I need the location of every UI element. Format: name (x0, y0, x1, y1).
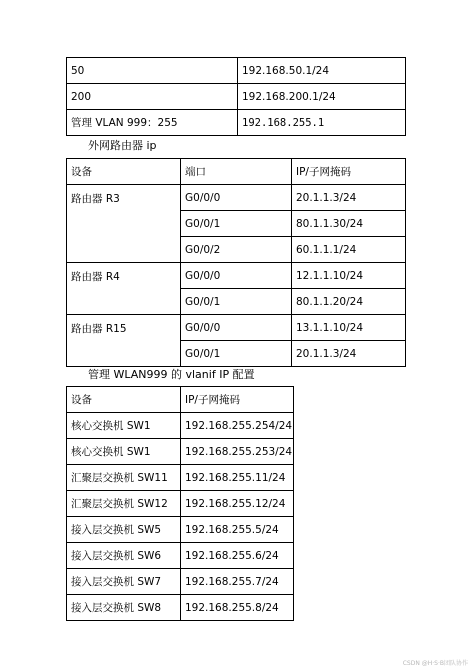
ip-cell: 192.168.255.5/24 (181, 517, 294, 543)
header-port: 端口 (181, 159, 292, 185)
ip-cell: 192.168.255.253/24 (181, 439, 294, 465)
ip-cell: 20.1.1.3/24 (292, 341, 406, 367)
port-cell: G0/0/0 (181, 263, 292, 289)
table-row (67, 58, 406, 84)
ip-cell: 13.1.1.10/24 (292, 315, 406, 341)
table-row (67, 84, 406, 110)
table-row (67, 569, 294, 595)
header-device: 设备 (67, 159, 181, 185)
router-device-cell: 路由器 R3 (67, 185, 181, 263)
device-cell: 接入层交换机 SW8 (67, 595, 181, 621)
vlanif-section-caption: 管理 WLAN999 的 vlanif IP 配置 (88, 368, 255, 381)
header-ip: IP/子网掩码 (292, 159, 406, 185)
device-cell: 汇聚层交换机 SW11 (67, 465, 181, 491)
ip-cell: 192.168.255.12/24 (181, 491, 294, 517)
table-row (67, 413, 294, 439)
device-cell: 核心交换机 SW1 (67, 439, 181, 465)
header-ip: IP/子网掩码 (181, 387, 294, 413)
device-cell: 接入层交换机 SW7 (67, 569, 181, 595)
gateway-ip-cell: 192.168.255.1 (238, 110, 406, 136)
table-header-row (67, 387, 294, 413)
device-cell: 接入层交换机 SW6 (67, 543, 181, 569)
ip-cell: 192.168.255.254/24 (181, 413, 294, 439)
gateway-ip-cell: 192.168.200.1/24 (238, 84, 406, 110)
ip-cell: 192.168.255.8/24 (181, 595, 294, 621)
port-cell: G0/0/0 (181, 185, 292, 211)
table-row (67, 465, 294, 491)
table-row (67, 263, 406, 289)
vlan-id-cell: 200 (67, 84, 238, 110)
vlan-id-cell: 管理 VLAN 999：255 (67, 110, 238, 136)
port-cell: G0/0/0 (181, 315, 292, 341)
table-row (67, 517, 294, 543)
router-device-cell: 路由器 R15 (67, 315, 181, 367)
table-row (67, 543, 294, 569)
ip-cell: 192.168.255.7/24 (181, 569, 294, 595)
port-cell: G0/0/2 (181, 237, 292, 263)
table-row (67, 595, 294, 621)
ip-cell: 192.168.255.11/24 (181, 465, 294, 491)
device-cell: 接入层交换机 SW5 (67, 517, 181, 543)
table-header-row (67, 159, 406, 185)
ip-cell: 192.168.255.6/24 (181, 543, 294, 569)
port-cell: G0/0/1 (181, 211, 292, 237)
device-cell: 核心交换机 SW1 (67, 413, 181, 439)
table-row (67, 185, 406, 211)
watermark: CSDN @H·S·B团队协作 (402, 660, 468, 667)
router-ip-table (66, 158, 406, 367)
ip-cell: 12.1.1.10/24 (292, 263, 406, 289)
ip-cell: 80.1.1.30/24 (292, 211, 406, 237)
vlan-id-cell: 50 (67, 58, 238, 84)
table-row (67, 491, 294, 517)
vlanif-ip-table (66, 386, 294, 621)
router-device-cell: 路由器 R4 (67, 263, 181, 315)
gateway-ip-cell: 192.168.50.1/24 (238, 58, 406, 84)
ip-cell: 60.1.1.1/24 (292, 237, 406, 263)
device-cell: 汇聚层交换机 SW12 (67, 491, 181, 517)
table-row (67, 315, 406, 341)
table-row (67, 110, 406, 136)
table-row (67, 439, 294, 465)
port-cell: G0/0/1 (181, 289, 292, 315)
vlan-gateway-table (66, 57, 406, 136)
ip-cell: 80.1.1.20/24 (292, 289, 406, 315)
router-section-caption: 外网路由器 ip (88, 139, 157, 152)
ip-cell: 20.1.1.3/24 (292, 185, 406, 211)
port-cell: G0/0/1 (181, 341, 292, 367)
header-device: 设备 (67, 387, 181, 413)
